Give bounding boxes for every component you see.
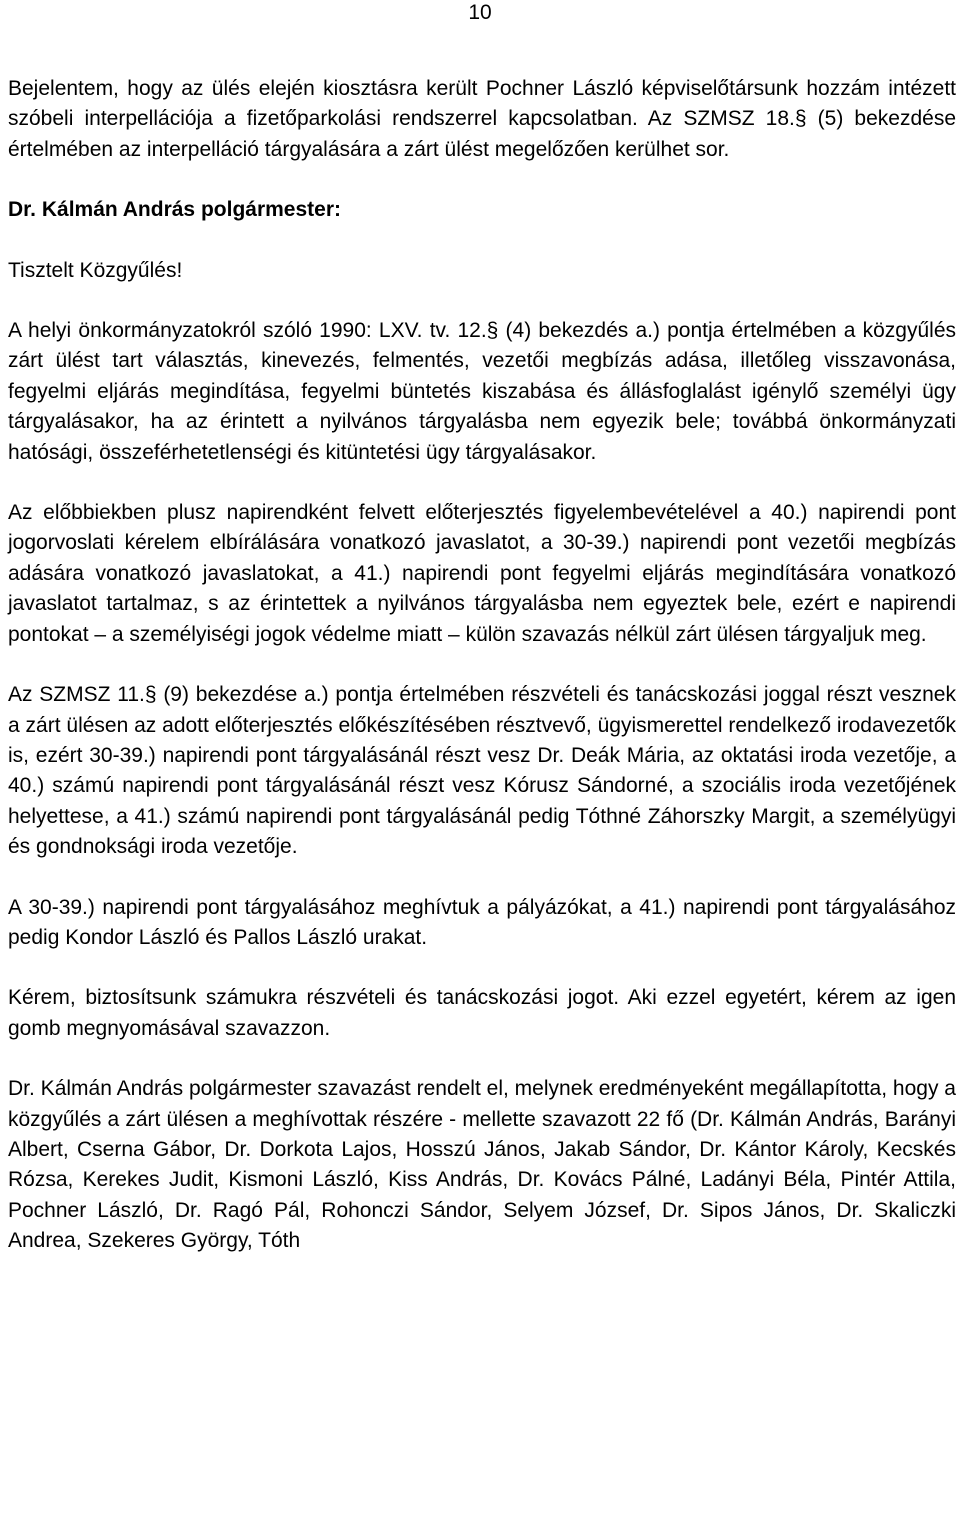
document-body xyxy=(8,74,956,1257)
paragraph-agenda-items: Az előbbiekben plusz napirendként felvett előterjesztés figyelembevételével a 40.) napirendi pont jogorvoslati kérelem elbírálására vonatkozó javaslatot, a 30-39.) napirendi pont vezetői megbízás adására vonatkozó javaslatokat, a 41.) napirendi pont fegyelmi eljárás megindítására vonatkozó javaslatot tartalmaz, s az érintettek a nyilvános tárgyalásba nem egyeztek bele, ezért e napirendi pontokat – a személyiségi jogok védelme miatt – külön szavazás nélkül zárt ülésen tárgyaljuk meg. xyxy=(8,501,956,646)
paragraph-greeting: Tisztelt Közgyűlés! xyxy=(8,258,183,282)
speaker-heading: Dr. Kálmán András polgármester: xyxy=(8,198,341,222)
paragraph-invitees: A 30-39.) napirendi pont tárgyalásához meghívtuk a pályázókat, a 41.) napirendi pont tárgyalásához pedig Kondor László és Pallos László urakat. xyxy=(8,895,956,949)
paragraph-legal-basis: A helyi önkormányzatokról szóló 1990: LXV. tv. 12.§ (4) bekezdés a.) pontja értelmében a közgyűlés zárt ülést tart választás, kinevezés, felmentés, vezetői megbízás adása, illetőleg visszavonása, fegyelmi eljárás megindítása, fegyelmi büntetés kiszabása és állásfoglalást igénylő személyi ügy tárgyalásakor, ha az érintett a nyilvános tárgyalásba nem egyezik bele; továbbá önkormányzati hatósági, összeférhetetlenségi és kitüntetési ügy tárgyalásakor. xyxy=(8,319,956,464)
paragraph-vote-result: Dr. Kálmán András polgármester szavazást rendelt el, melynek eredményeként megállapította, hogy a közgyűlés a zárt ülésen a meghívottak részére - mellette szavazott 22 fő (Dr. Kálmán András, Barányi Albert, Cserna Gábor, Dr. Dorkota Lajos, Hosszú János, Jakab Sándor, Dr. Kántor Károly, Kecskés Rózsa, Kerekes Judit, Kismoni László, Kiss András, Dr. Kovács Pálné, Ladányi Béla, Pintér Attila, Pochner László, Dr. Ragó Pál, Rohonczi Sándor, Selyem József, Dr. Sipos János, Dr. Skaliczki Andrea, Szekeres György, Tóth xyxy=(8,1077,956,1253)
page-number: 10 xyxy=(468,1,492,24)
paragraph-interpellation-notice: Bejelentem, hogy az ülés elején kiosztásra került Pochner László képviselőtársunk hozzám intézett szóbeli interpellációja a fizetőparkolási rendszerrel kapcsolatban. Az SZMSZ 18.§ (5) bekezdése értelmében az interpelláció tárgyalására a zárt ülést megelőzően kerülhet sor. xyxy=(8,77,956,161)
paragraph-vote-request: Kérem, biztosítsunk számukra részvételi és tanácskozási jogot. Aki ezzel egyetért, kérem az igen gomb megnyomásával szavazzon. xyxy=(8,986,956,1040)
paragraph-participants: Az SZMSZ 11.§ (9) bekezdése a.) pontja értelmében részvételi és tanácskozási joggal részt vesznek a zárt ülésen az adott előterjesztés előkészítésében résztvevő, ügyismerettel rendelkező irodavezetők is, ezért 30-39.) napirendi pont tárgyalásánál részt vesz Dr. Deák Mária, az oktatási iroda vezetője, a 40.) számú napirendi pont tárgyalásánál részt vesz Kórusz Sándorné, a szociális iroda vezetőjének helyettese, a 41.) számú napirendi pont tárgyalásánál pedig Tóthné Záhorszky Margit, a személyügyi és gondnoksági iroda vezetője. xyxy=(8,683,956,859)
